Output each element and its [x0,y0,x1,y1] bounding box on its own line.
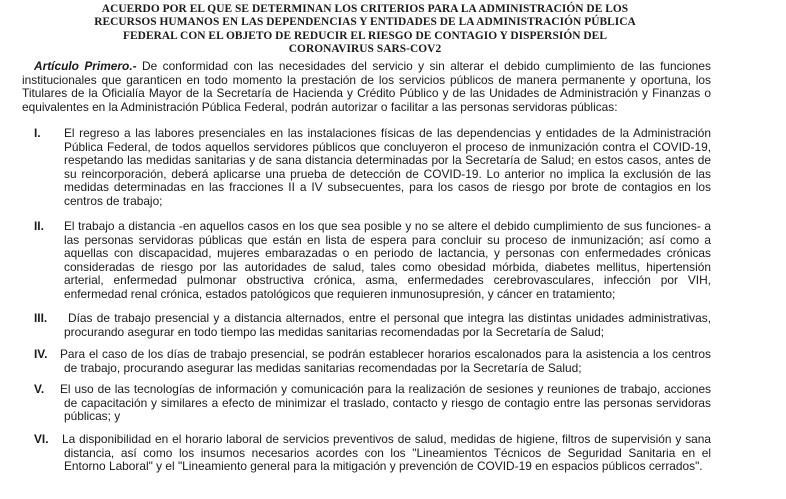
fraction-line: Entorno Laboral" y el "Lineamiento general para la mitigación y prevención de COVID-19 en espacios públicos cerrados". [64,459,703,473]
fraction-line: enfermedad renal crónica, estados patológicos que requieren inmunosupresión, y cáncer en tratamiento; [64,286,616,301]
fraction-line: arterial, enfermedad pulmonar obstructiva crónica, asma, enfermedades cerebrovasculares, infección por VIH, [64,274,711,287]
title-line: ACUERDO POR EL QUE SE DETERMINAN LOS CRITERIOS PARA LA ADMINISTRACIÓN DE LOS [101,3,629,15]
fraction-line: La disponibilidad en el horario laboral de servicios preventivos de salud, medidas de higiene, filtros de supervisión y sana [62,433,711,446]
fraction-line: aquellas con discapacidad, mujeres embarazadas o en periodo de lactancia, y personas con enfermedades crónicas [64,247,711,260]
fraction-line: centros de trabajo; [64,193,163,208]
fraction-numeral: III. [34,311,48,325]
fraction-line: de trabajo, procurando asegurar las medidas sanitarias recomendadas por la Secretaría de Salud; [64,360,582,375]
intro-line: Titulares de la Oficialía Mayor de la Secretaría de Hacienda y Crédito Público y de las Unidades de Administración y Finanzas o [22,87,711,100]
fraction-numeral: IV. [34,347,48,361]
fraction-line: las personas servidoras públicas que están en lista de espera para concluir su proceso de inmunización; así como a [64,233,711,247]
fraction-line: distancia, así como los insumos necesarios acordes con los "Lineamientos Técnicos de Seguridad Sanitaria en el [64,446,711,460]
fraction-line: respetando las medidas sanitarias y de sana distancia determinadas por la Secretaría de Salud; en estos casos, antes de [64,154,711,167]
fraction-numeral: VI. [34,432,49,446]
article-heading: Artículo Primero.- [34,60,137,73]
fraction-line: públicas; y [64,409,121,423]
decree-title [70,3,660,56]
title-line: RECURSOS HUMANOS EN LAS DEPENDENCIAS Y ENTIDADES DE LA ADMINISTRACIÓN PÚBLICA [94,16,636,29]
intro-line: institucionales que garanticen en todo momento la prestación de los servicios públicos de manera permanente y oportuna, los [22,73,711,87]
fraction-line: Pública Federal, de todos aquellos servidores públicos que concluyeron el proceso de inmunización contra el COVID-19, [64,140,711,154]
fraction-line: de capacitación y similares a efecto de minimizar el traslado, contacto y riesgo de contagio entre las personas servidoras [64,396,711,410]
fraction-numeral: I. [34,126,41,140]
fraction-line: medidas determinadas en las fracciones II a IV subsecuentes, para los casos de riesgo por brote de contagios en los [64,181,711,194]
fraction-line: Para el caso de los días de trabajo presencial, se podrán establecer horarios escalonados para la asistencia a los centros [60,348,711,361]
fraction-line: procurando asegurar en todo tiempo las medidas sanitarias recomendadas por la Secretaría de Salud; [64,324,605,339]
intro-text: De conformidad con las necesidades del servicio y sin alterar el debido cumplimiento de las funciones [136,60,711,73]
intro-line: equivalentes en la Administración Pública Federal, podrán autorizar o facilitar a las personas servidoras públicas: [22,99,618,114]
fraction-line: El regreso a las labores presenciales en las instalaciones físicas de las dependencias y entidades de la Administración [64,127,711,140]
fraction-numeral: V. [34,382,45,396]
title-line: CORONAVIRUS SARS-COV2 [288,42,442,55]
intro-line [34,60,711,73]
fraction-line: El uso de las tecnologías de información y comunicación para la realización de sesiones y reuniones de trabajo, acciones [60,383,711,396]
fraction-line: El trabajo a distancia -en aquellos casos en los que sea posible y no se altere el debido cumplimiento de sus funciones- a [64,220,711,233]
fraction-line: su reincorporación, deberá aplicarse una prueba de detección de COVID-19. Lo anterior no implica la exclusión de las [64,167,711,181]
title-line: FEDERAL CON EL OBJETO DE REDUCIR EL RIESGO DE CONTAGIO Y DISPERSIÓN DEL [123,29,607,42]
fraction-numeral: II. [34,219,44,233]
fraction-line: Días de trabajo presencial y a distancia alternados, entre el personal que integra las distintas unidades administrativas, [68,312,711,325]
fraction-line: consideradas de riesgo por las autoridades de salud, tales como obesidad mórbida, diabetes mellitus, hipertensión [64,260,711,274]
